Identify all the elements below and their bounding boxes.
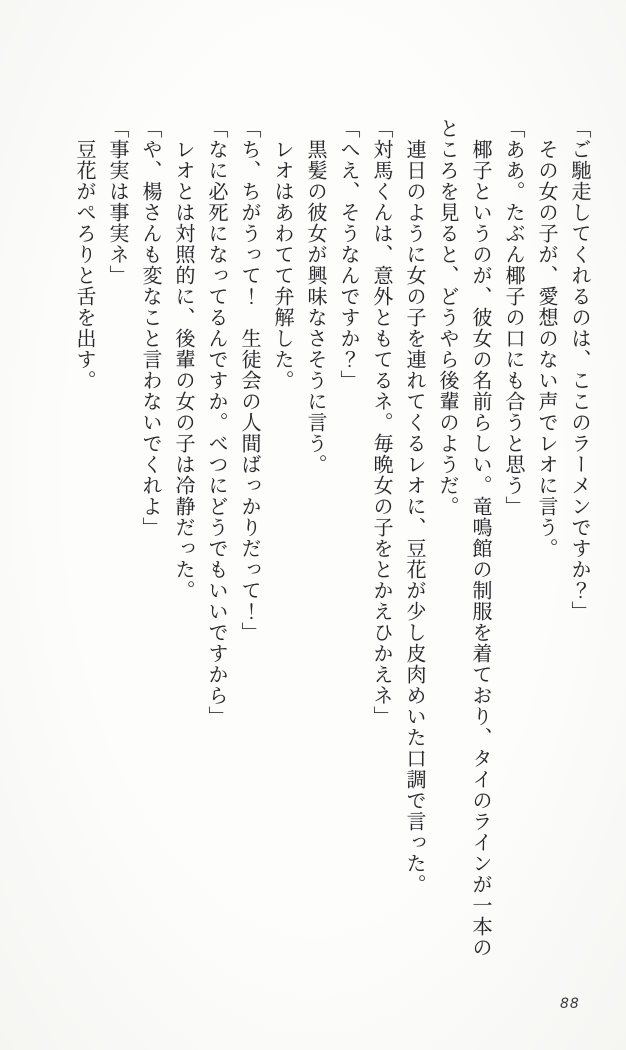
page-number: 88 bbox=[560, 996, 580, 1012]
text-line: 「対馬くんは、意外ともてるネ。毎晩女の子をとかえひかえネ」 bbox=[370, 118, 394, 727]
text-line: 椰子というのが、彼女の名前らしい。竜鳴館の制服を着ており、タイのラインが一本の bbox=[469, 139, 493, 958]
text-line: レオとは対照的に、後輩の女の子は冷静だった。 bbox=[172, 139, 196, 601]
text-line: 「なに必死になってるんですか。べつにどうでもいいですから」 bbox=[205, 118, 229, 727]
text-line: 「ち、ちがうって！ 生徒会の人間ばっかりだって！」 bbox=[238, 118, 262, 643]
text-line: 連日のように女の子を連れてくるレオに、豆花が少し皮肉めいた口調で言った。 bbox=[403, 139, 427, 895]
text-block bbox=[68, 118, 596, 988]
text-line: 「事実は事実ネ」 bbox=[106, 118, 130, 286]
text-line: レオはあわてて弁解した。 bbox=[271, 139, 295, 391]
text-line: 「や、楊さんも変なこと言わないでくれよ」 bbox=[139, 118, 163, 538]
text-line: 「へえ、そうなんですか？」 bbox=[337, 118, 361, 391]
text-line: その女の子が、愛想のない声でレオに言う。 bbox=[535, 139, 559, 559]
text-line: ところを見ると、どうやら後輩のようだ。 bbox=[436, 118, 460, 517]
text-line: 「ご馳走してくれるのは、ここのラーメンですか？」 bbox=[568, 118, 592, 622]
text-line: 「ああ。たぶん椰子の口にも合うと思う」 bbox=[502, 118, 526, 517]
text-line: 豆花がぺろりと舌を出す。 bbox=[73, 139, 97, 391]
text-line: 黒髪の彼女が興味なさそうに言う。 bbox=[304, 139, 328, 475]
